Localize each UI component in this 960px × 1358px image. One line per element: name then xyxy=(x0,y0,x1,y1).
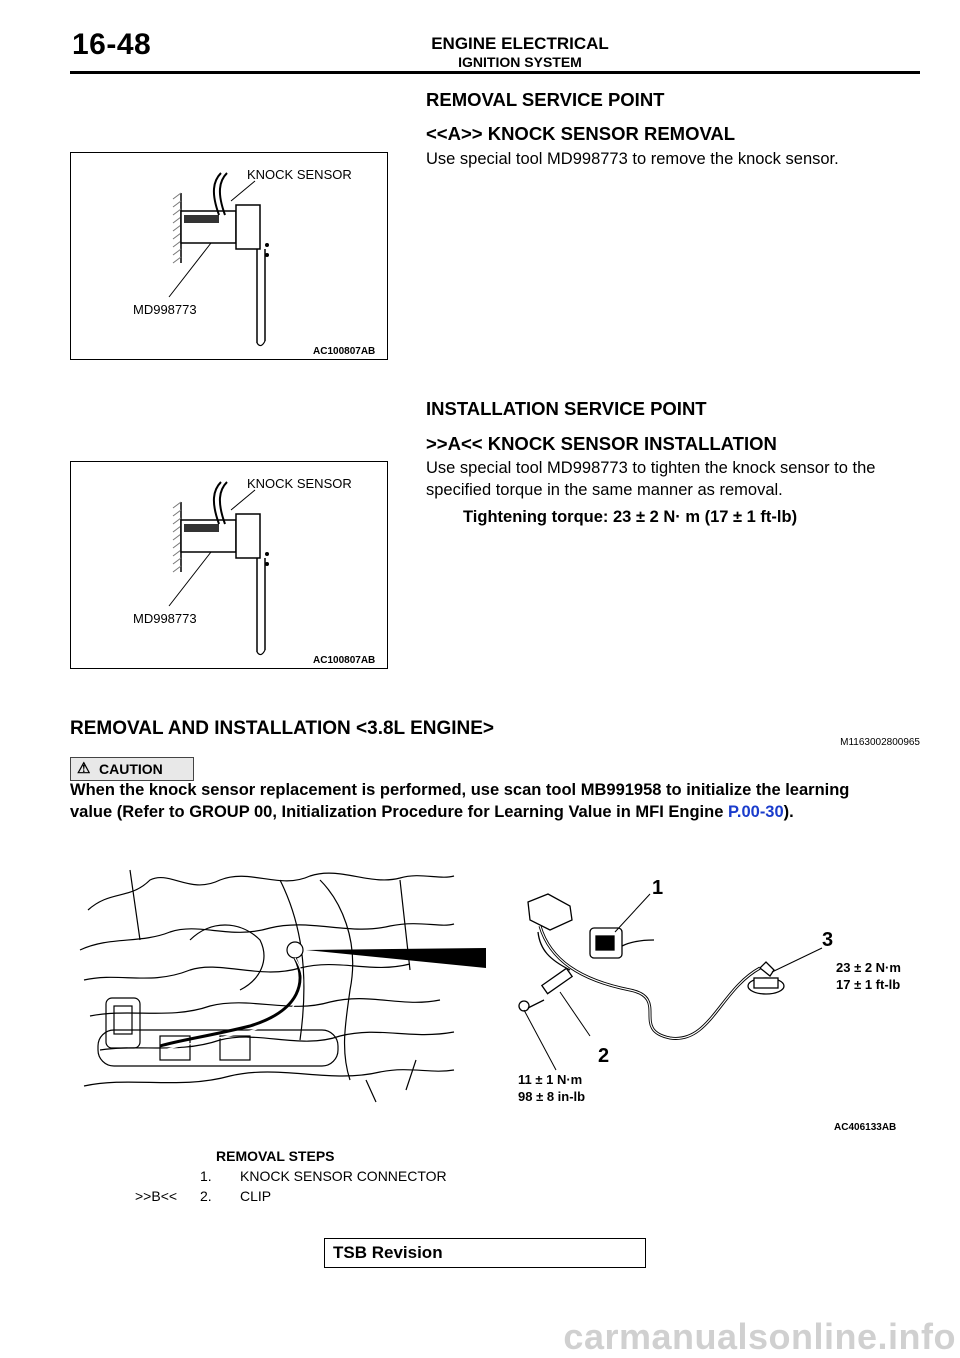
tsb-revision-label: TSB Revision xyxy=(333,1243,443,1262)
installation-instruction-1: Use special tool MD998773 to tighten the knock sensor to the xyxy=(426,459,876,477)
page-number: 16-48 xyxy=(72,28,152,61)
removal-service-point-heading: REMOVAL SERVICE POINT xyxy=(426,89,665,110)
subsection-title: IGNITION SYSTEM xyxy=(458,54,582,70)
removal-step-2-number: 2. xyxy=(200,1188,212,1204)
removal-step-1-label: KNOCK SENSOR CONNECTOR xyxy=(240,1168,447,1184)
installation-figure xyxy=(70,461,388,669)
caution-line-2 xyxy=(70,801,920,823)
removal-step-1-number: 1. xyxy=(200,1168,212,1184)
tool-label: MD998773 xyxy=(133,302,197,317)
caution-label: CAUTION xyxy=(99,761,163,777)
callout-1: 1 xyxy=(652,877,664,899)
figure-id: AC100807AB xyxy=(313,655,376,666)
removal-step-2-marker: >>B<< xyxy=(135,1188,178,1204)
warning-icon: ⚠ xyxy=(77,760,91,777)
callout-3: 3 xyxy=(822,929,834,951)
knock-sensor-tool-illustration xyxy=(71,462,387,668)
knock-sensor-removal-heading: <<A>> KNOCK SENSOR REMOVAL xyxy=(426,123,736,144)
document-code: M1163002800965 xyxy=(840,737,920,748)
caution-line-2-text: value (Refer to GROUP 00, Initialization Procedure for Learning Value in MFI Engine xyxy=(70,803,728,821)
installation-instruction-2: specified torque in the same manner as removal. xyxy=(426,481,783,499)
removal-installation-figure xyxy=(70,840,910,1138)
header-rule xyxy=(70,71,920,74)
caution-line-1: When the knock sensor replacement is performed, use scan tool MB991958 to initialize the learning xyxy=(70,781,850,799)
tightening-torque: Tightening torque: 23 ± 2 N· m (17 ± 1 ft-lb) xyxy=(463,508,798,526)
engine-bay-illustration xyxy=(74,866,454,1110)
knock-sensor-label: KNOCK SENSOR xyxy=(247,167,352,182)
removal-installation-heading: REMOVAL AND INSTALLATION <3.8L ENGINE> xyxy=(70,718,495,739)
tool-label: MD998773 xyxy=(133,611,197,626)
caution-text xyxy=(70,779,920,823)
caution-badge xyxy=(70,757,194,781)
caution-line-2-end: ). xyxy=(783,803,794,821)
watermark: carmanualsonline.info xyxy=(563,1316,956,1357)
torque-callout-3-ftlb: 17 ± 1 ft-lb xyxy=(836,977,901,992)
knock-sensor-assembly xyxy=(519,894,784,1038)
section-title: ENGINE ELECTRICAL xyxy=(431,34,609,53)
removal-figure xyxy=(70,152,388,360)
engine-knock-sensor-diagram xyxy=(70,840,910,1138)
reference-link[interactable]: P.00-30 xyxy=(728,803,784,821)
tsb-revision-box xyxy=(324,1238,646,1268)
figure-id: AC406133AB xyxy=(834,1122,897,1133)
torque-callout-2-nm: 11 ± 1 N·m xyxy=(518,1072,583,1087)
removal-steps-title: REMOVAL STEPS xyxy=(216,1148,335,1164)
torque-callout-2-inlb: 98 ± 8 in-lb xyxy=(518,1089,586,1104)
torque-callout-3-nm: 23 ± 2 N·m xyxy=(836,960,901,975)
removal-step-2-label: CLIP xyxy=(240,1188,272,1204)
callout-2: 2 xyxy=(598,1045,610,1067)
installation-service-point-heading: INSTALLATION SERVICE POINT xyxy=(426,398,707,419)
knock-sensor-installation-heading: >>A<< KNOCK SENSOR INSTALLATION xyxy=(426,433,777,454)
knock-sensor-label: KNOCK SENSOR xyxy=(247,476,352,491)
figure-id: AC100807AB xyxy=(313,346,376,357)
removal-instruction: Use special tool MD998773 to remove the knock sensor. xyxy=(426,150,839,168)
knock-sensor-tool-illustration xyxy=(71,153,387,359)
